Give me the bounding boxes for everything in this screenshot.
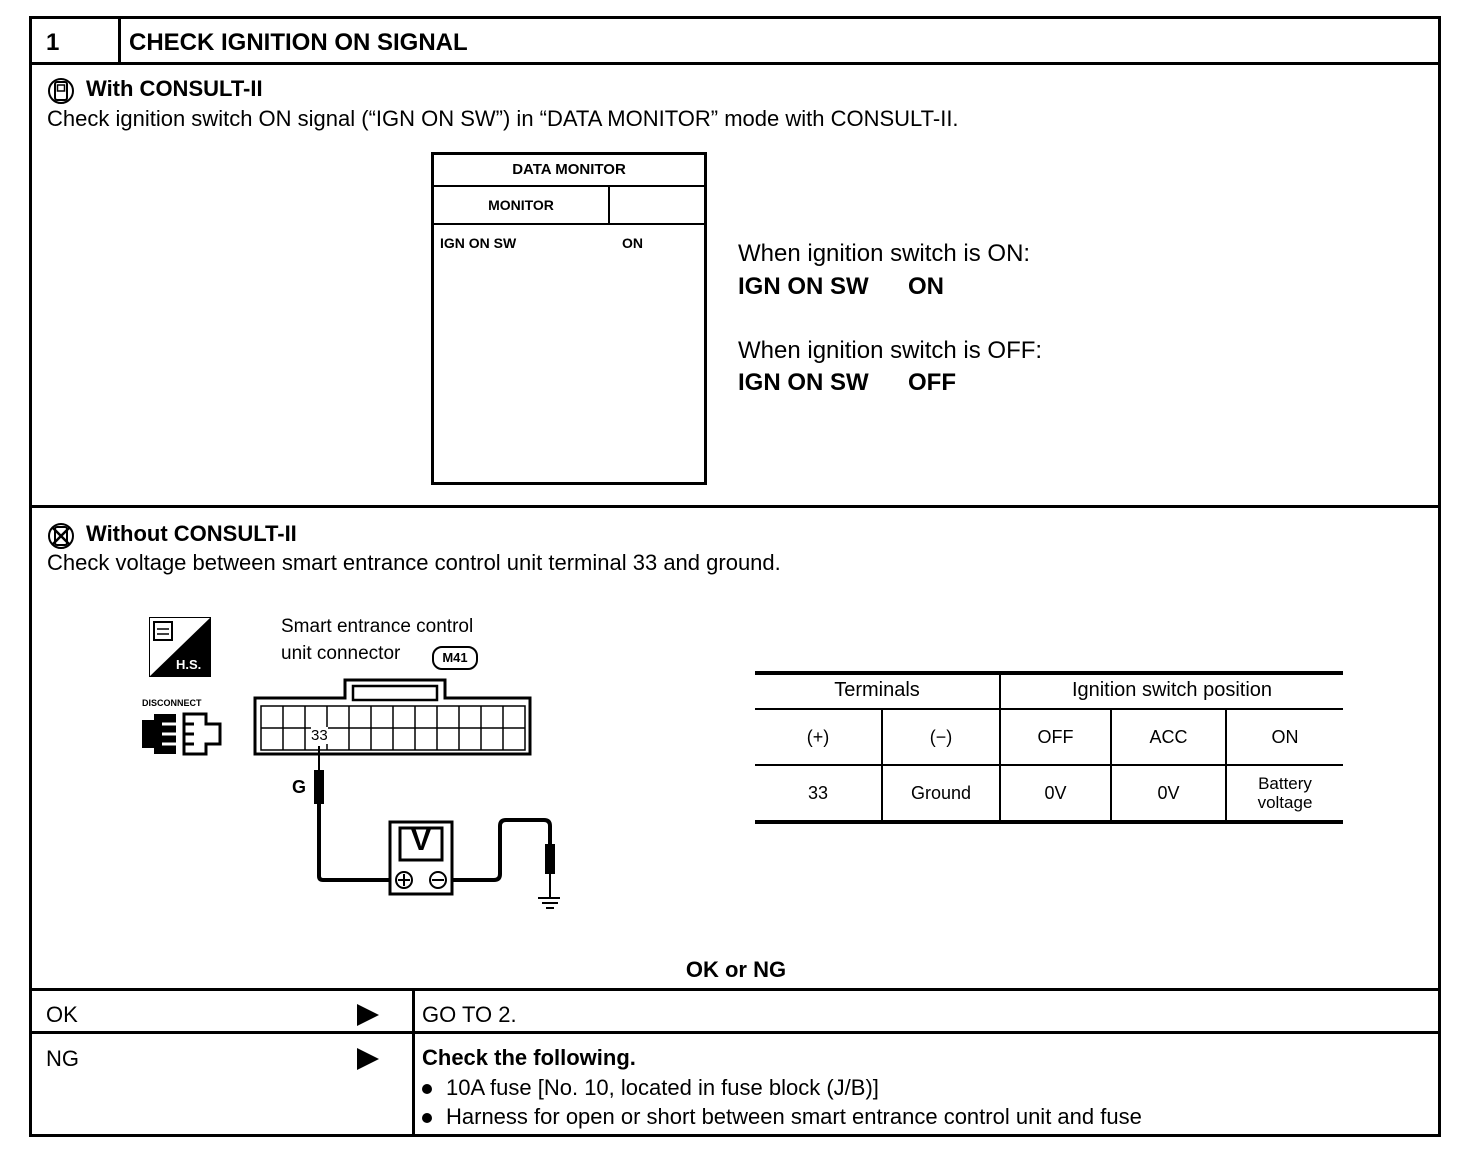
ng-label: NG bbox=[46, 1046, 79, 1071]
step-number-divider bbox=[118, 16, 121, 64]
data-monitor-title: DATA MONITOR bbox=[434, 155, 704, 187]
terminal-voltage-table bbox=[755, 672, 1343, 820]
table-cell: 33 bbox=[807, 782, 829, 803]
condition-off-result-label: IGN ON SW bbox=[738, 369, 869, 396]
with-consult-instruction: Check ignition switch ON signal (“IGN ON SW”) in “DATA MONITOR” mode with CONSULT-II. bbox=[47, 106, 959, 131]
condition-on-result-label: IGN ON SW bbox=[738, 273, 869, 300]
without-consult-heading: Without CONSULT-II bbox=[86, 521, 297, 546]
ng-item-text: 10A fuse [No. 10, located in fuse block (J/B)] bbox=[446, 1075, 879, 1100]
table-cell: 0V bbox=[1111, 765, 1226, 820]
ignition-position-group-header: Ignition switch position bbox=[1000, 672, 1343, 709]
table-cell: Battery voltage bbox=[1226, 765, 1343, 820]
connector-id-badge: M41 bbox=[432, 646, 478, 670]
bullet-icon bbox=[422, 1084, 432, 1094]
terminal-number-label: 33 bbox=[311, 727, 328, 744]
ng-item bbox=[422, 1075, 879, 1101]
ng-action-title: Check the following. bbox=[422, 1045, 636, 1070]
monitor-column-header-blank bbox=[610, 187, 704, 225]
on-position-header: ON bbox=[1226, 709, 1343, 765]
voltmeter-symbol: V bbox=[410, 824, 431, 857]
section-divider bbox=[29, 505, 1441, 508]
result-column-divider bbox=[412, 988, 415, 1137]
result-middle-divider bbox=[29, 1031, 1441, 1034]
disconnect-connector-icon bbox=[140, 710, 224, 758]
result-top-divider bbox=[29, 988, 1441, 991]
terminals-group-header: Terminals bbox=[755, 672, 1000, 709]
ng-item bbox=[422, 1104, 1142, 1130]
condition-on-result-value: ON bbox=[908, 273, 944, 300]
header-divider bbox=[29, 62, 1441, 65]
off-position-header: OFF bbox=[1000, 709, 1111, 765]
minus-terminal-header: (−) bbox=[882, 709, 1000, 765]
disconnect-label: DISCONNECT bbox=[142, 698, 202, 708]
data-monitor-screen bbox=[431, 152, 707, 485]
connector-label-line2: unit connector bbox=[281, 643, 401, 664]
with-consult-heading: With CONSULT-II bbox=[86, 76, 263, 101]
table-cell: 0V bbox=[1000, 765, 1111, 820]
monitor-item-label: IGN ON SW bbox=[440, 235, 517, 251]
monitor-item-value: ON bbox=[622, 235, 643, 251]
step-number: 1 bbox=[46, 29, 60, 56]
condition-off-result-value: OFF bbox=[908, 369, 956, 396]
table-cell: Ground bbox=[882, 765, 1000, 820]
ok-or-ng-prompt: OK or NG bbox=[685, 957, 787, 982]
monitor-column-header: MONITOR bbox=[434, 187, 610, 225]
acc-position-header: ACC bbox=[1111, 709, 1226, 765]
ok-action: GO TO 2. bbox=[422, 1002, 517, 1027]
condition-off-text: When ignition switch is OFF: bbox=[738, 337, 1043, 364]
ng-arrow-icon bbox=[357, 1048, 379, 1070]
bullet-icon bbox=[422, 1113, 432, 1123]
hs-badge-text: H.S. bbox=[176, 657, 202, 672]
ok-arrow-icon bbox=[357, 1004, 379, 1026]
ok-label: OK bbox=[46, 1002, 78, 1027]
table-bottom-rule bbox=[755, 820, 1343, 824]
consult-tester-icon bbox=[46, 76, 76, 106]
connector-label-line1: Smart entrance control bbox=[281, 616, 474, 637]
no-consult-icon bbox=[46, 521, 76, 551]
step-title: CHECK IGNITION ON SIGNAL bbox=[129, 29, 468, 56]
condition-on-text: When ignition switch is ON: bbox=[738, 240, 1031, 267]
wire-color-label: G bbox=[292, 777, 307, 797]
ng-item-text: Harness for open or short between smart entrance control unit and fuse bbox=[446, 1104, 1142, 1129]
without-consult-instruction: Check voltage between smart entrance control unit terminal 33 and ground. bbox=[47, 550, 781, 575]
plus-terminal-header: (+) bbox=[755, 709, 882, 765]
